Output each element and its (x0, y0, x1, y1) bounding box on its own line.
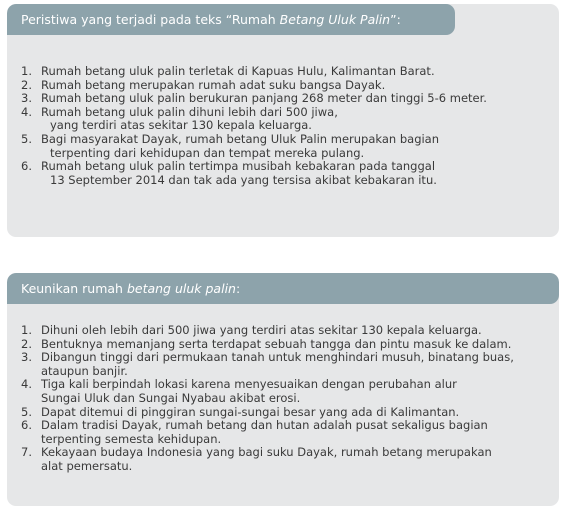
events-title-prefix: Peristiwa yang terjadi pada teks “Rumah (21, 12, 280, 27)
list-item-line: Rumah betang uluk palin berukuran panjang 268 meter dan tinggi 5-6 meter. (41, 91, 487, 106)
list-item-line: Rumah betang uluk palin dihuni lebih dari 500 jiwa, (41, 104, 338, 119)
list-item-line: alat pemersatu. (41, 458, 133, 473)
list-item-line: yang terdiri atas sekitar 130 kepala keluarga. (50, 118, 312, 133)
list-item-line: Rumah betang uluk palin terletak di Kapuas Hulu, Kalimantan Barat. (41, 64, 435, 78)
list-item-line: terpenting dari kehidupan dan tempat mereka pulang. (50, 145, 365, 160)
list-item-line: 13 September 2014 dan tak ada yang tersisa akibat kebakaran itu. (50, 172, 437, 187)
list-item-text (41, 160, 551, 187)
events-list (21, 65, 551, 187)
list-item-line: Dalam tradisi Dayak, rumah betang dan hutan adalah pusat sekaligus bagian (41, 418, 488, 433)
list-item-number: 4. (21, 104, 32, 119)
events-panel (7, 4, 559, 237)
uniqueness-list (21, 324, 551, 474)
list-item-text (41, 65, 551, 79)
list-item-text (41, 378, 551, 405)
list-item-line: Dibangun tinggi dari permukaan tanah untuk menghindari musuh, binatang buas, (41, 350, 514, 365)
list-item (21, 378, 551, 405)
uniqueness-title-suffix: : (235, 281, 241, 296)
list-item-line: Sungai Uluk dan Sungai Nyabau akibat erosi. (41, 390, 301, 405)
list-item-number: 5. (21, 404, 32, 419)
list-item-number: 3. (21, 91, 32, 106)
list-item-line: Dihuni oleh lebih dari 500 jiwa yang terdiri atas sekitar 130 kepala keluarga. (41, 323, 482, 337)
list-item (21, 419, 551, 446)
list-item-text (41, 351, 551, 378)
list-item-text (41, 92, 551, 106)
list-item-number: 1. (21, 64, 32, 78)
list-item (21, 79, 551, 93)
list-item-number: 1. (21, 323, 32, 337)
events-title-italic: Betang Uluk Palin (279, 12, 391, 27)
list-item-number: 6. (21, 159, 32, 174)
list-item (21, 133, 551, 160)
list-item-number: 2. (21, 336, 32, 351)
uniqueness-panel-header (7, 273, 559, 304)
list-item-number: 5. (21, 131, 32, 146)
list-item (21, 338, 551, 352)
list-item-number: 4. (21, 377, 32, 392)
list-item-number: 6. (21, 418, 32, 433)
list-item-line: ataupun banjir. (41, 363, 128, 378)
list-item-text (41, 79, 551, 93)
list-item-line: Dapat ditemui di pinggiran sungai-sungai besar yang ada di Kalimantan. (41, 404, 460, 419)
list-item-text (41, 106, 551, 133)
list-item-line: Bentuknya memanjang serta terdapat sebuah tangga dan pintu masuk ke dalam. (41, 336, 512, 351)
list-item-text (41, 133, 551, 160)
list-item-number: 3. (21, 350, 32, 365)
uniqueness-title-prefix: Keunikan rumah (21, 281, 127, 296)
list-item-line: Bagi masyarakat Dayak, rumah betang Uluk Palin merupakan bagian (41, 131, 440, 146)
events-panel-header (7, 4, 455, 35)
uniqueness-panel (7, 273, 559, 506)
list-item (21, 92, 551, 106)
list-item-line: Rumah betang merupakan rumah adat suku bangsa Dayak. (41, 77, 386, 92)
list-item-line: Kekayaan budaya Indonesia yang bagi suku Dayak, rumah betang merupakan (41, 445, 492, 460)
uniqueness-title-italic: betang uluk palin (126, 281, 236, 296)
list-item (21, 406, 551, 420)
list-item (21, 324, 551, 338)
list-item-text (41, 324, 551, 338)
list-item-text (41, 419, 551, 446)
list-item (21, 446, 551, 473)
list-item (21, 351, 551, 378)
list-item-line: terpenting semesta kehidupan. (41, 431, 222, 446)
list-item-text (41, 338, 551, 352)
list-item-text (41, 446, 551, 473)
list-item (21, 160, 551, 187)
list-item-number: 2. (21, 77, 32, 92)
list-item (21, 106, 551, 133)
list-item (21, 65, 551, 79)
list-item-number: 7. (21, 445, 32, 460)
list-item-text (41, 406, 551, 420)
events-title-suffix: ”: (390, 12, 401, 27)
list-item-line: Tiga kali berpindah lokasi karena menyesuaikan dengan perubahan alur (41, 377, 457, 392)
list-item-line: Rumah betang uluk palin tertimpa musibah kebakaran pada tanggal (41, 159, 436, 174)
